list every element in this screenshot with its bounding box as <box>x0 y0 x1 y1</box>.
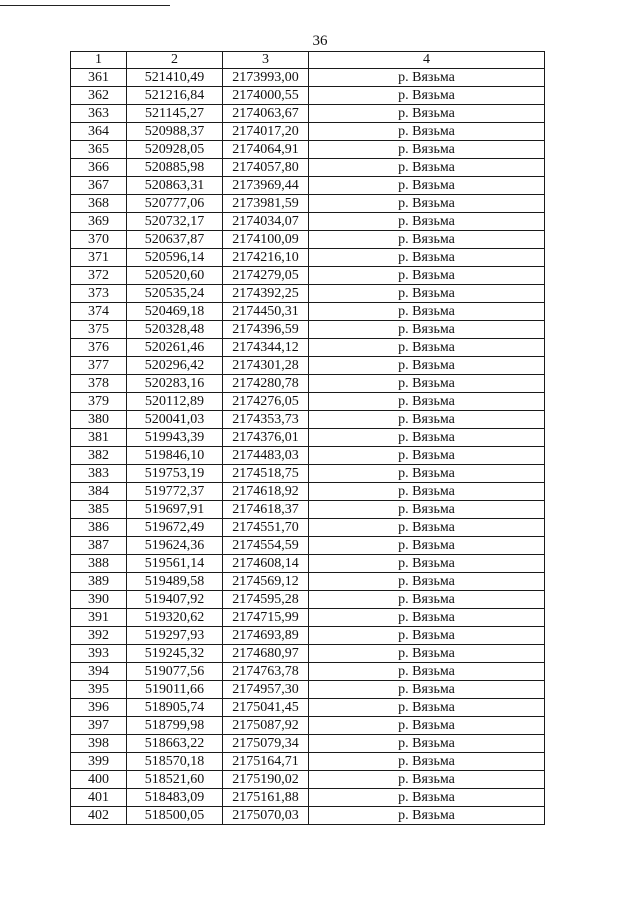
point-number-cell: 382 <box>71 447 127 465</box>
point-number-cell: 395 <box>71 681 127 699</box>
table-row <box>71 609 545 627</box>
point-number-cell: 370 <box>71 231 127 249</box>
x-coordinate-cell: 518521,60 <box>127 771 223 789</box>
x-coordinate-cell: 520885,98 <box>127 159 223 177</box>
y-coordinate-cell: 2174100,09 <box>223 231 309 249</box>
point-number-cell: 377 <box>71 357 127 375</box>
description-cell: р. Вязьма <box>309 645 545 663</box>
description-cell: р. Вязьма <box>309 213 545 231</box>
table-row <box>71 339 545 357</box>
point-number-cell: 394 <box>71 663 127 681</box>
table-row <box>71 663 545 681</box>
y-coordinate-cell: 2174064,91 <box>223 141 309 159</box>
table-row <box>71 411 545 429</box>
x-coordinate-cell: 519011,66 <box>127 681 223 699</box>
x-coordinate-cell: 519077,56 <box>127 663 223 681</box>
corner-rule <box>0 5 170 6</box>
description-cell: р. Вязьма <box>309 177 545 195</box>
point-number-cell: 399 <box>71 753 127 771</box>
x-coordinate-cell: 518500,05 <box>127 807 223 825</box>
x-coordinate-cell: 519561,14 <box>127 555 223 573</box>
point-number-cell: 364 <box>71 123 127 141</box>
x-coordinate-cell: 519245,32 <box>127 645 223 663</box>
y-coordinate-cell: 2174063,67 <box>223 105 309 123</box>
point-number-cell: 384 <box>71 483 127 501</box>
description-cell: р. Вязьма <box>309 357 545 375</box>
y-coordinate-cell: 2174569,12 <box>223 573 309 591</box>
table-row <box>71 321 545 339</box>
point-number-cell: 393 <box>71 645 127 663</box>
x-coordinate-cell: 520296,42 <box>127 357 223 375</box>
description-cell: р. Вязьма <box>309 789 545 807</box>
y-coordinate-cell: 2175087,92 <box>223 717 309 735</box>
table-row <box>71 537 545 555</box>
point-number-cell: 392 <box>71 627 127 645</box>
y-coordinate-cell: 2175164,71 <box>223 753 309 771</box>
x-coordinate-cell: 521410,49 <box>127 69 223 87</box>
x-coordinate-cell: 520863,31 <box>127 177 223 195</box>
table-row <box>71 771 545 789</box>
x-coordinate-cell: 519943,39 <box>127 429 223 447</box>
point-number-cell: 366 <box>71 159 127 177</box>
point-number-cell: 367 <box>71 177 127 195</box>
y-coordinate-cell: 2174376,01 <box>223 429 309 447</box>
y-coordinate-cell: 2174518,75 <box>223 465 309 483</box>
point-number-cell: 363 <box>71 105 127 123</box>
x-coordinate-cell: 519489,58 <box>127 573 223 591</box>
table-row <box>71 753 545 771</box>
y-coordinate-cell: 2174551,70 <box>223 519 309 537</box>
y-coordinate-cell: 2174450,31 <box>223 303 309 321</box>
description-cell: р. Вязьма <box>309 429 545 447</box>
page-number: 36 <box>312 33 328 49</box>
column-header-4: 4 <box>309 52 545 69</box>
y-coordinate-cell: 2174618,92 <box>223 483 309 501</box>
description-cell: р. Вязьма <box>309 519 545 537</box>
table-row <box>71 789 545 807</box>
table-row <box>71 393 545 411</box>
x-coordinate-cell: 519407,92 <box>127 591 223 609</box>
point-number-cell: 388 <box>71 555 127 573</box>
point-number-cell: 381 <box>71 429 127 447</box>
point-number-cell: 379 <box>71 393 127 411</box>
x-coordinate-cell: 519672,49 <box>127 519 223 537</box>
x-coordinate-cell: 518483,09 <box>127 789 223 807</box>
table-row <box>71 717 545 735</box>
description-cell: р. Вязьма <box>309 681 545 699</box>
x-coordinate-cell: 520596,14 <box>127 249 223 267</box>
point-number-cell: 378 <box>71 375 127 393</box>
table-row <box>71 249 545 267</box>
point-number-cell: 386 <box>71 519 127 537</box>
y-coordinate-cell: 2175041,45 <box>223 699 309 717</box>
y-coordinate-cell: 2174034,07 <box>223 213 309 231</box>
point-number-cell: 390 <box>71 591 127 609</box>
x-coordinate-cell: 520988,37 <box>127 123 223 141</box>
table-row <box>71 195 545 213</box>
column-header-1: 1 <box>71 52 127 69</box>
x-coordinate-cell: 521216,84 <box>127 87 223 105</box>
description-cell: р. Вязьма <box>309 807 545 825</box>
table-row <box>71 573 545 591</box>
x-coordinate-cell: 520261,46 <box>127 339 223 357</box>
x-coordinate-cell: 519697,91 <box>127 501 223 519</box>
y-coordinate-cell: 2174554,59 <box>223 537 309 555</box>
point-number-cell: 368 <box>71 195 127 213</box>
table-row <box>71 69 545 87</box>
table-row <box>71 87 545 105</box>
x-coordinate-cell: 519753,19 <box>127 465 223 483</box>
point-number-cell: 383 <box>71 465 127 483</box>
description-cell: р. Вязьма <box>309 753 545 771</box>
table-row <box>71 645 545 663</box>
description-cell: р. Вязьма <box>309 483 545 501</box>
table-row <box>71 213 545 231</box>
description-cell: р. Вязьма <box>309 735 545 753</box>
description-cell: р. Вязьма <box>309 447 545 465</box>
point-number-cell: 398 <box>71 735 127 753</box>
point-number-cell: 401 <box>71 789 127 807</box>
point-number-cell: 361 <box>71 69 127 87</box>
table-row <box>71 375 545 393</box>
y-coordinate-cell: 2174693,89 <box>223 627 309 645</box>
y-coordinate-cell: 2174957,30 <box>223 681 309 699</box>
y-coordinate-cell: 2174483,03 <box>223 447 309 465</box>
y-coordinate-cell: 2175190,02 <box>223 771 309 789</box>
column-header-3: 3 <box>223 52 309 69</box>
description-cell: р. Вязьма <box>309 411 545 429</box>
x-coordinate-cell: 520637,87 <box>127 231 223 249</box>
description-cell: р. Вязьма <box>309 627 545 645</box>
x-coordinate-cell: 521145,27 <box>127 105 223 123</box>
point-number-cell: 373 <box>71 285 127 303</box>
table-row <box>71 699 545 717</box>
description-cell: р. Вязьма <box>309 321 545 339</box>
x-coordinate-cell: 520520,60 <box>127 267 223 285</box>
y-coordinate-cell: 2174680,97 <box>223 645 309 663</box>
table-row <box>71 429 545 447</box>
x-coordinate-cell: 520469,18 <box>127 303 223 321</box>
description-cell: р. Вязьма <box>309 285 545 303</box>
description-cell: р. Вязьма <box>309 393 545 411</box>
point-number-cell: 362 <box>71 87 127 105</box>
description-cell: р. Вязьма <box>309 771 545 789</box>
x-coordinate-cell: 519624,36 <box>127 537 223 555</box>
point-number-cell: 396 <box>71 699 127 717</box>
table-row <box>71 105 545 123</box>
point-number-cell: 376 <box>71 339 127 357</box>
table-row <box>71 627 545 645</box>
x-coordinate-cell: 519320,62 <box>127 609 223 627</box>
x-coordinate-cell: 520928,05 <box>127 141 223 159</box>
description-cell: р. Вязьма <box>309 195 545 213</box>
y-coordinate-cell: 2174595,28 <box>223 591 309 609</box>
coordinates-table <box>70 51 545 825</box>
description-cell: р. Вязьма <box>309 717 545 735</box>
description-cell: р. Вязьма <box>309 231 545 249</box>
description-cell: р. Вязьма <box>309 591 545 609</box>
table-row <box>71 447 545 465</box>
y-coordinate-cell: 2174618,37 <box>223 501 309 519</box>
y-coordinate-cell: 2174608,14 <box>223 555 309 573</box>
point-number-cell: 385 <box>71 501 127 519</box>
description-cell: р. Вязьма <box>309 375 545 393</box>
table-row <box>71 591 545 609</box>
point-number-cell: 374 <box>71 303 127 321</box>
y-coordinate-cell: 2174057,80 <box>223 159 309 177</box>
x-coordinate-cell: 520283,16 <box>127 375 223 393</box>
y-coordinate-cell: 2174392,25 <box>223 285 309 303</box>
y-coordinate-cell: 2174353,73 <box>223 411 309 429</box>
description-cell: р. Вязьма <box>309 537 545 555</box>
y-coordinate-cell: 2174216,10 <box>223 249 309 267</box>
y-coordinate-cell: 2174280,78 <box>223 375 309 393</box>
table-row <box>71 555 545 573</box>
x-coordinate-cell: 519772,37 <box>127 483 223 501</box>
y-coordinate-cell: 2174301,28 <box>223 357 309 375</box>
point-number-cell: 372 <box>71 267 127 285</box>
description-cell: р. Вязьма <box>309 609 545 627</box>
table-row <box>71 285 545 303</box>
point-number-cell: 365 <box>71 141 127 159</box>
y-coordinate-cell: 2175070,03 <box>223 807 309 825</box>
table-row <box>71 123 545 141</box>
x-coordinate-cell: 518799,98 <box>127 717 223 735</box>
x-coordinate-cell: 518663,22 <box>127 735 223 753</box>
y-coordinate-cell: 2174396,59 <box>223 321 309 339</box>
description-cell: р. Вязьма <box>309 159 545 177</box>
x-coordinate-cell: 520732,17 <box>127 213 223 231</box>
table-row <box>71 519 545 537</box>
point-number-cell: 369 <box>71 213 127 231</box>
table-row <box>71 735 545 753</box>
y-coordinate-cell: 2174344,12 <box>223 339 309 357</box>
description-cell: р. Вязьма <box>309 69 545 87</box>
x-coordinate-cell: 518905,74 <box>127 699 223 717</box>
y-coordinate-cell: 2173981,59 <box>223 195 309 213</box>
description-cell: р. Вязьма <box>309 105 545 123</box>
table-row <box>71 303 545 321</box>
x-coordinate-cell: 520041,03 <box>127 411 223 429</box>
point-number-cell: 375 <box>71 321 127 339</box>
x-coordinate-cell: 519846,10 <box>127 447 223 465</box>
table-row <box>71 681 545 699</box>
y-coordinate-cell: 2175079,34 <box>223 735 309 753</box>
point-number-cell: 391 <box>71 609 127 627</box>
table-row <box>71 177 545 195</box>
y-coordinate-cell: 2174017,20 <box>223 123 309 141</box>
point-number-cell: 387 <box>71 537 127 555</box>
x-coordinate-cell: 518570,18 <box>127 753 223 771</box>
y-coordinate-cell: 2174279,05 <box>223 267 309 285</box>
description-cell: р. Вязьма <box>309 663 545 681</box>
x-coordinate-cell: 520535,24 <box>127 285 223 303</box>
point-number-cell: 402 <box>71 807 127 825</box>
point-number-cell: 380 <box>71 411 127 429</box>
description-cell: р. Вязьма <box>309 699 545 717</box>
point-number-cell: 397 <box>71 717 127 735</box>
table-row <box>71 357 545 375</box>
table-row <box>71 231 545 249</box>
y-coordinate-cell: 2174000,55 <box>223 87 309 105</box>
table-header-row <box>71 52 545 69</box>
description-cell: р. Вязьма <box>309 87 545 105</box>
y-coordinate-cell: 2173993,00 <box>223 69 309 87</box>
x-coordinate-cell: 520328,48 <box>127 321 223 339</box>
table-row <box>71 807 545 825</box>
point-number-cell: 371 <box>71 249 127 267</box>
table-row <box>71 465 545 483</box>
description-cell: р. Вязьма <box>309 267 545 285</box>
y-coordinate-cell: 2174276,05 <box>223 393 309 411</box>
table-row <box>71 141 545 159</box>
x-coordinate-cell: 519297,93 <box>127 627 223 645</box>
description-cell: р. Вязьма <box>309 123 545 141</box>
y-coordinate-cell: 2174763,78 <box>223 663 309 681</box>
y-coordinate-cell: 2173969,44 <box>223 177 309 195</box>
x-coordinate-cell: 520112,89 <box>127 393 223 411</box>
description-cell: р. Вязьма <box>309 573 545 591</box>
table-row <box>71 159 545 177</box>
table-body <box>71 69 545 825</box>
table-row <box>71 501 545 519</box>
description-cell: р. Вязьма <box>309 465 545 483</box>
table-row <box>71 483 545 501</box>
description-cell: р. Вязьма <box>309 339 545 357</box>
y-coordinate-cell: 2175161,88 <box>223 789 309 807</box>
description-cell: р. Вязьма <box>309 141 545 159</box>
description-cell: р. Вязьма <box>309 555 545 573</box>
point-number-cell: 400 <box>71 771 127 789</box>
description-cell: р. Вязьма <box>309 303 545 321</box>
description-cell: р. Вязьма <box>309 501 545 519</box>
column-header-2: 2 <box>127 52 223 69</box>
table-row <box>71 267 545 285</box>
y-coordinate-cell: 2174715,99 <box>223 609 309 627</box>
x-coordinate-cell: 520777,06 <box>127 195 223 213</box>
point-number-cell: 389 <box>71 573 127 591</box>
description-cell: р. Вязьма <box>309 249 545 267</box>
